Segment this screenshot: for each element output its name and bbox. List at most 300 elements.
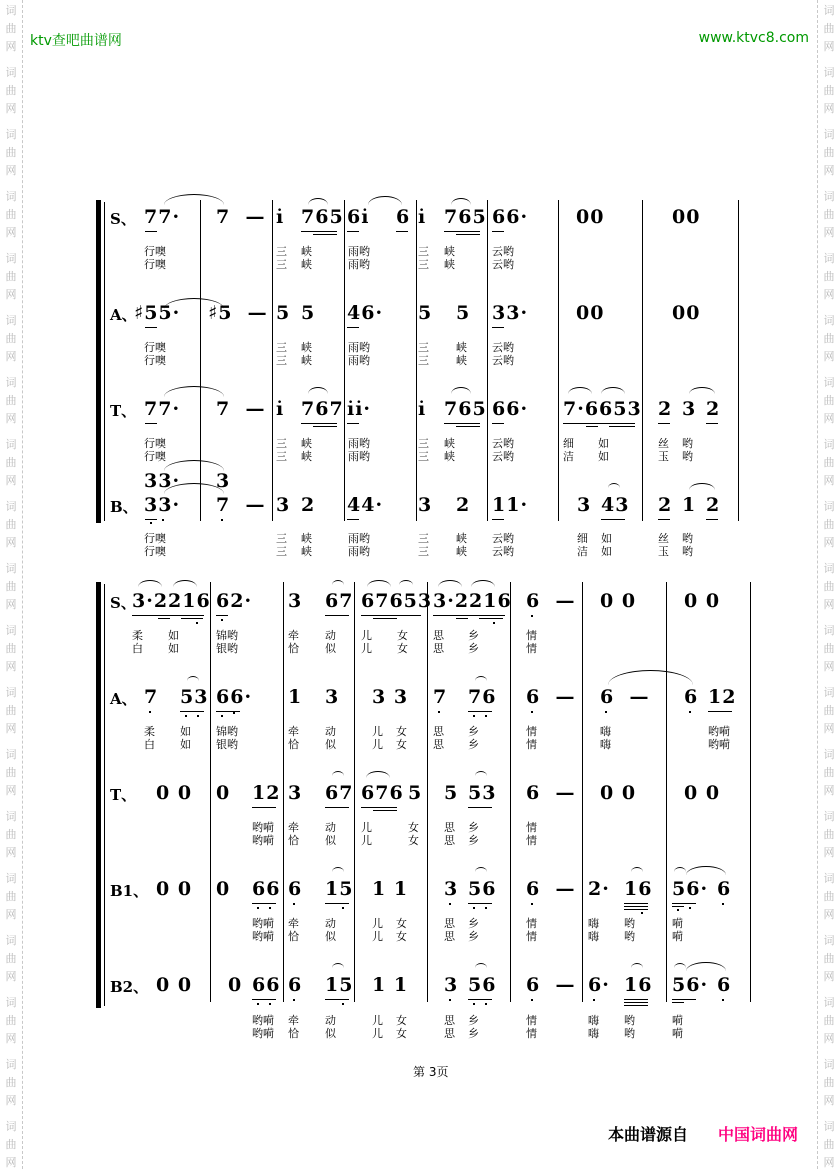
lyric: 三: [418, 341, 429, 354]
watermark-glyphs: 词 曲 网: [823, 252, 835, 301]
underline: [325, 615, 349, 616]
underline: [325, 807, 349, 808]
lyric: 白: [132, 642, 143, 655]
slur: [399, 580, 413, 585]
lyric: 女: [396, 1014, 407, 1027]
rest: 0 0: [156, 782, 193, 804]
lyric: 雨哟: [348, 245, 370, 258]
lyric: 情: [526, 725, 537, 738]
lyric: 似: [325, 642, 336, 655]
lyric: 儿: [372, 738, 383, 751]
note: 7·6653: [563, 398, 642, 420]
lyric: 牵: [288, 629, 299, 642]
note: 3: [288, 590, 303, 612]
watermark-glyphs: 词 曲 网: [5, 748, 17, 797]
watermark-glyphs: 词 曲 网: [5, 376, 17, 425]
note: 77·: [144, 206, 181, 228]
lyric: 情: [526, 834, 537, 847]
note: 676: [361, 782, 404, 804]
underline: [145, 327, 157, 328]
lower-octave-dot: [485, 907, 487, 909]
slur: [173, 580, 197, 587]
watermark-glyphs: 词 曲 网: [823, 810, 835, 859]
lower-octave-dot: [722, 903, 724, 905]
underline: [361, 615, 421, 616]
lower-octave-dot: [593, 999, 595, 1001]
note: 2: [301, 494, 316, 516]
note: 3: [682, 398, 697, 420]
part-label-tenor: T、: [110, 786, 137, 804]
underline: [301, 423, 337, 424]
lyric: 动: [325, 725, 336, 738]
underline: [672, 903, 696, 904]
lower-octave-dot: [269, 907, 271, 909]
lyric: 乡: [468, 917, 479, 930]
lyric: 乡: [468, 821, 479, 834]
lower-octave-dot: [531, 711, 533, 713]
note: ♯5 —: [208, 302, 268, 324]
lyric: 牵: [288, 725, 299, 738]
note: 15: [325, 974, 354, 996]
lyric: 行噢: [144, 354, 166, 367]
lyric: 嗨: [588, 930, 599, 943]
part-label-bass-1: B1、: [110, 882, 149, 900]
lyric: 嗨: [588, 1027, 599, 1040]
lyric: 雨哟: [348, 545, 370, 558]
note: i̇: [418, 206, 427, 228]
lyric: 三: [276, 450, 287, 463]
note: 767: [301, 398, 344, 420]
lyric: 银哟: [216, 738, 238, 751]
watermark-glyphs: 词 曲 网: [5, 1120, 17, 1169]
lyric: 儿: [361, 834, 372, 847]
note: 76: [468, 686, 497, 708]
lyric: 哟嗬: [252, 930, 274, 943]
note: 3: [577, 494, 592, 516]
slur: [601, 387, 625, 394]
underline: [706, 519, 718, 520]
lower-octave-dot: [493, 622, 495, 624]
lyric: 雨哟: [348, 354, 370, 367]
note: ♯55·: [134, 302, 181, 324]
lyric: 儿: [372, 1027, 383, 1040]
lyric: 女: [396, 725, 407, 738]
lower-octave-dot: [531, 615, 533, 617]
lyric: 乡: [468, 1014, 479, 1027]
barline: [200, 200, 201, 521]
watermark-glyphs: 词 曲 网: [823, 1120, 835, 1169]
lyric: 丝: [658, 437, 669, 450]
lyric: 峡: [301, 450, 312, 463]
lyric: 银哟: [216, 642, 238, 655]
underline: [444, 231, 480, 232]
lyric: 情: [526, 821, 537, 834]
barline: [210, 582, 211, 1002]
lyric: 嗬: [672, 1027, 683, 1040]
lyric: 动: [325, 629, 336, 642]
note: 67: [325, 782, 354, 804]
lyric: 云哟: [492, 545, 514, 558]
part-label-alto: A、: [110, 690, 137, 708]
watermark-glyphs: 词 曲 网: [5, 562, 17, 611]
tie: [608, 670, 693, 685]
lyric: 似: [325, 834, 336, 847]
lyric: 峡: [301, 354, 312, 367]
lyric: 三: [276, 532, 287, 545]
watermark-glyphs: 词 曲 网: [823, 190, 835, 239]
underline: [252, 999, 276, 1000]
underline: [158, 618, 170, 619]
site-name: ktv查吧曲谱网: [30, 33, 122, 49]
underline: [624, 1002, 648, 1003]
lower-octave-dot: [233, 712, 235, 714]
lyric: 女: [396, 1027, 407, 1040]
lyric: 峡: [301, 437, 312, 450]
underline: [624, 1005, 648, 1006]
watermark-glyphs: 词 曲 网: [823, 314, 835, 363]
underline: [609, 426, 635, 427]
note: 6 —: [526, 686, 576, 708]
slur: [187, 676, 199, 681]
note: 2: [658, 398, 673, 420]
lyric: 女: [408, 834, 419, 847]
lyric: 乡: [468, 1027, 479, 1040]
lyric: 思: [444, 1027, 455, 1040]
site-url[interactable]: www.ktvc8.com: [698, 30, 809, 46]
lyric: 思: [444, 834, 455, 847]
note: 2: [658, 494, 673, 516]
note: 12: [252, 782, 281, 804]
lyric: 哟嗬: [708, 725, 730, 738]
underline: [706, 423, 718, 424]
lyric: 玉: [658, 545, 669, 558]
lyric: 思: [444, 930, 455, 943]
note: 46·: [347, 302, 384, 324]
lyric: 哟嗬: [252, 821, 274, 834]
note: i̇: [418, 398, 427, 420]
underline: [252, 807, 276, 808]
lyric: 三: [276, 545, 287, 558]
barline: [738, 200, 739, 521]
lower-octave-dot: [342, 907, 344, 909]
lyric: 嗨: [600, 738, 611, 751]
lyric: 情: [526, 917, 537, 930]
note: 3: [325, 686, 340, 708]
page-number: 第 3页: [413, 1065, 449, 1079]
note: 62·: [216, 590, 253, 612]
lyric: 峡: [301, 245, 312, 258]
note: 43: [601, 494, 630, 516]
slur: [475, 676, 487, 681]
barline: [354, 582, 355, 1002]
note: 33·: [492, 302, 529, 324]
lyric: 锦哟: [216, 725, 238, 738]
lyric: 儿: [361, 821, 372, 834]
lyric: 云哟: [492, 532, 514, 545]
tie: [164, 386, 224, 397]
watermark-glyphs: 词 曲 网: [823, 1058, 835, 1107]
lyric: 如: [601, 545, 612, 558]
lyric: 哟嗬: [252, 1027, 274, 1040]
note: 5: [276, 302, 291, 324]
note: 5: [408, 782, 423, 804]
lyric: 儿: [361, 642, 372, 655]
underline: [145, 519, 157, 520]
underline: [396, 231, 408, 232]
underline: [145, 231, 157, 232]
note: 77·: [144, 398, 181, 420]
note: 3: [418, 494, 433, 516]
note: 7 —: [216, 494, 266, 516]
lower-octave-dot: [473, 907, 475, 909]
lyric: 行噢: [144, 437, 166, 450]
part-label-soprano: S、: [110, 594, 136, 612]
lower-octave-dot: [438, 711, 440, 713]
underline: [672, 999, 696, 1000]
lyric: 牵: [288, 821, 299, 834]
watermark-glyphs: 词 曲 网: [5, 252, 17, 301]
lyric: 情: [526, 738, 537, 751]
note: 56: [468, 878, 497, 900]
lyric: 动: [325, 917, 336, 930]
lyric: 锦哟: [216, 629, 238, 642]
slur: [674, 867, 686, 872]
underline: [181, 618, 203, 619]
lyric: 乡: [468, 738, 479, 751]
barline: [487, 200, 488, 521]
lyric: 峡: [301, 258, 312, 271]
lyric: 三: [418, 245, 429, 258]
note: 6: [717, 878, 732, 900]
lyric: 峡: [456, 545, 467, 558]
slur: [568, 387, 592, 394]
lyric: 三: [418, 532, 429, 545]
lower-octave-dot: [722, 999, 724, 1001]
underline: [433, 615, 505, 616]
note: 765: [444, 206, 487, 228]
barline: [416, 200, 417, 521]
underline: [373, 810, 397, 811]
note: i̇: [276, 206, 285, 228]
note: 56·: [672, 878, 709, 900]
note: 67: [325, 590, 354, 612]
note: 15: [325, 878, 354, 900]
note: 67653: [361, 590, 433, 612]
slur: [674, 963, 686, 968]
lyric: 女: [396, 738, 407, 751]
part-label-soprano: S、: [110, 210, 136, 228]
lyric: 牵: [288, 1014, 299, 1027]
slur: [308, 387, 328, 394]
note: 5: [444, 782, 459, 804]
lyric: 动: [325, 821, 336, 834]
lyric: 雨哟: [348, 450, 370, 463]
lyric: 行噢: [144, 450, 166, 463]
watermark-glyphs: 词 曲 网: [823, 500, 835, 549]
watermark-glyphs: 词 曲 网: [5, 934, 17, 983]
underline: [145, 423, 157, 424]
note: 5: [301, 302, 316, 324]
rest: 0: [228, 974, 243, 996]
lyric: 峡: [301, 341, 312, 354]
note: 3: [444, 878, 459, 900]
lyric: 洁: [563, 450, 574, 463]
note: 66·: [492, 206, 529, 228]
lyric: 雨哟: [348, 532, 370, 545]
lyric: 云哟: [492, 450, 514, 463]
barline: [750, 582, 751, 1002]
lyric: 细: [563, 437, 574, 450]
note: 66·: [492, 398, 529, 420]
slur: [608, 483, 620, 488]
lyric: 儿: [372, 930, 383, 943]
underline: [347, 231, 359, 232]
lyric: 情: [526, 642, 537, 655]
lyric: 峡: [444, 258, 455, 271]
lower-octave-dot: [485, 715, 487, 717]
rest: 00: [672, 206, 701, 228]
lyric: 如: [168, 642, 179, 655]
lower-octave-dot: [185, 715, 187, 717]
watermark-glyphs: 词 曲 网: [5, 1058, 17, 1107]
underline: [624, 906, 648, 907]
lower-octave-dot: [641, 912, 643, 914]
lower-octave-dot: [257, 1003, 259, 1005]
lyric: 儿: [372, 917, 383, 930]
note: 3: [276, 494, 291, 516]
lower-octave-dot: [150, 522, 152, 524]
barline: [666, 582, 667, 1002]
underline: [672, 1002, 684, 1003]
lyric: 思: [433, 642, 444, 655]
lyric: 峡: [444, 437, 455, 450]
underline: [601, 519, 625, 520]
underline: [492, 423, 504, 424]
lower-octave-dot: [449, 903, 451, 905]
note: 66: [252, 878, 281, 900]
underline: [347, 423, 359, 424]
note: 3: [288, 782, 303, 804]
lyric: 三: [418, 545, 429, 558]
note: 765: [301, 206, 344, 228]
slur: [689, 483, 715, 490]
part-label-alto: A、: [110, 306, 137, 324]
system-brace: [96, 200, 101, 523]
lyric: 三: [418, 450, 429, 463]
underline: [468, 711, 492, 712]
underline: [325, 903, 349, 904]
barline: [510, 582, 511, 1002]
lower-octave-dot: [677, 909, 679, 911]
lyric: 云哟: [492, 354, 514, 367]
lyric: 哟: [624, 930, 635, 943]
lyric: 思: [433, 738, 444, 751]
lyric: 三: [418, 354, 429, 367]
lower-octave-dot: [257, 907, 259, 909]
note: 3: [216, 470, 231, 492]
note: 6i̇: [347, 206, 370, 228]
lyric: 雨哟: [348, 437, 370, 450]
watermark-glyphs: 词 曲 网: [823, 934, 835, 983]
slur: [689, 387, 715, 394]
watermark-glyphs: 词 曲 网: [5, 314, 17, 363]
lower-octave-dot: [196, 622, 198, 624]
watermark-glyphs: 词 曲 网: [823, 376, 835, 425]
note: 6: [717, 974, 732, 996]
lyric: 如: [168, 629, 179, 642]
note: 6 —: [526, 878, 576, 900]
note: 11·: [492, 494, 529, 516]
slur: [332, 771, 344, 776]
underline: [313, 234, 337, 235]
note: 44·: [347, 494, 384, 516]
lyric: 行噢: [144, 532, 166, 545]
underline: [672, 906, 684, 907]
lower-octave-dot: [269, 1003, 271, 1005]
barline: [582, 582, 583, 1002]
rest: 0 0: [156, 878, 193, 900]
note: 6 —: [526, 974, 576, 996]
part-label-bass-2: B2、: [110, 978, 149, 996]
lower-octave-dot: [605, 711, 607, 713]
lyric: 如: [601, 532, 612, 545]
underline: [708, 711, 732, 712]
watermark-glyphs: 词 曲 网: [5, 810, 17, 859]
note: 53: [180, 686, 209, 708]
lyric: 洁: [577, 545, 588, 558]
rest: 0 0: [684, 782, 721, 804]
lower-octave-dot: [531, 903, 533, 905]
lower-octave-dot: [485, 1003, 487, 1005]
lyric: 三: [418, 437, 429, 450]
rest: 0: [216, 878, 231, 900]
source-label: 本曲谱源自: [608, 1125, 689, 1144]
lyric: 情: [526, 1014, 537, 1027]
lyric: 女: [408, 821, 419, 834]
left-watermark-column: [0, 0, 23, 1169]
lyric: 嗬: [672, 1014, 683, 1027]
lyric: 哟: [624, 917, 635, 930]
slur: [631, 963, 643, 968]
watermark-glyphs: 词 曲 网: [5, 872, 17, 921]
note: 7 —: [216, 398, 266, 420]
underline: [325, 999, 349, 1000]
lyric: 雨哟: [348, 341, 370, 354]
note: 66·: [216, 686, 253, 708]
barline: [642, 200, 643, 521]
lyric: 三: [276, 437, 287, 450]
note: i̇: [276, 398, 285, 420]
lyric: 三: [276, 245, 287, 258]
lyric: 三: [276, 341, 287, 354]
underline: [658, 423, 670, 424]
slur: [367, 580, 391, 587]
underline: [444, 423, 480, 424]
lyric: 哟: [682, 532, 693, 545]
lyric: 哟: [682, 450, 693, 463]
watermark-glyphs: 词 曲 网: [823, 66, 835, 115]
underline: [132, 615, 204, 616]
note: 1: [682, 494, 697, 516]
note: 2: [706, 494, 721, 516]
lyric: 思: [433, 725, 444, 738]
source-site-link[interactable]: 中国词曲网: [718, 1125, 799, 1144]
lyric: 思: [433, 629, 444, 642]
barline: [427, 582, 428, 1002]
slur: [308, 198, 328, 205]
note: 2: [706, 398, 721, 420]
watermark-glyphs: 词 曲 网: [5, 686, 17, 735]
